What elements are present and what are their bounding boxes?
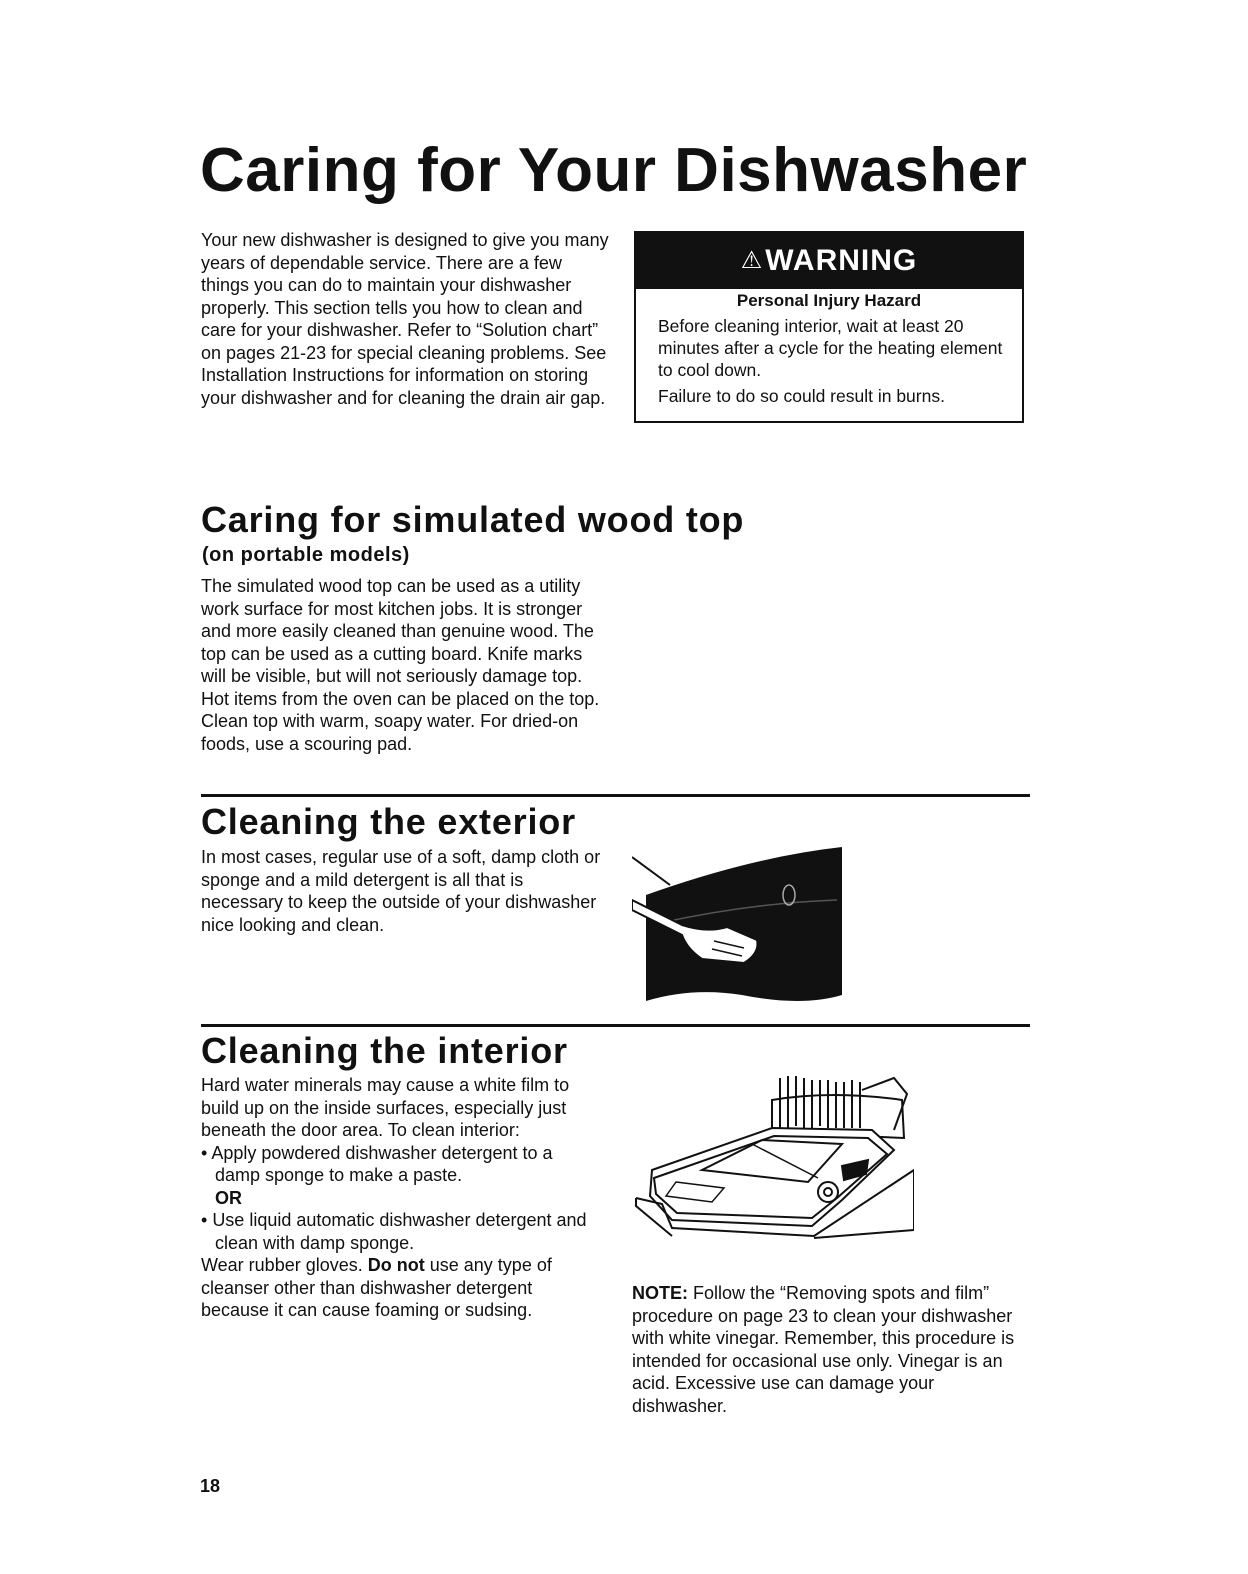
warning-triangle-icon: ⚠ (740, 247, 764, 274)
exterior-section-text: In most cases, regular use of a soft, damp cloth or sponge and a mild detergent is all that is necessary to keep the outside of your dishwasher nice looking and clean. (201, 847, 601, 935)
section-divider (201, 1024, 1030, 1027)
interior-bullet: • Apply powdered dishwasher detergent to a damp sponge to make a paste. (201, 1142, 553, 1185)
interior-bullet-text: Apply powdered dishwasher detergent to a damp sponge to make a paste. (211, 1142, 553, 1185)
do-not-emphasis: Do not (367, 1255, 425, 1275)
wood-section-text: The simulated wood top can be used as a utility work surface for most kitchen jobs. It is stronger and more easily cleaned than genuine wood. The top can be used as a cutting board. Knife marks will be visible, but will not seriously damage top. Hot items from the oven can be placed on the top. Clean top with warm, soapy water. For dried-on foods, use a scouring pad. (201, 576, 600, 754)
section-divider (201, 794, 1030, 797)
interior-bullet: • Use liquid automatic dishwasher detergent and clean with damp sponge. (201, 1210, 587, 1253)
warning-box (634, 231, 1024, 423)
intro-paragraph: Your new dishwasher is designed to give you many years of dependable service. There are a few things you can do to maintain your dishwasher properly. This section tells you how to clean and care for your dishwasher. Refer to “Solution chart” on pages 21-23 for special cleaning problems. See Installation Instructions for information on storing your dishwasher and for cleaning the drain air gap. (201, 230, 609, 408)
warning-label: WARNING (765, 244, 918, 277)
note-label: NOTE: (632, 1283, 688, 1303)
gloves-warning (201, 1254, 601, 1322)
page-title: Caring for Your Dishwasher (200, 136, 1028, 205)
note-paragraph (632, 1282, 1032, 1417)
warning-header (636, 233, 1022, 289)
interior-section-body (201, 1074, 601, 1322)
wood-section-heading: Caring for simulated wood top (201, 499, 745, 540)
note-text: Follow the “Removing spots and film” procedure on page 23 to clean your dishwasher with white vinegar. Remember, this procedure is intended for occasional use only. Vinegar is an acid. Excessive use can damage your dishwasher. (632, 1283, 1015, 1416)
wood-section-subheading: (on portable models) (202, 544, 410, 566)
exterior-section-heading: Cleaning the exterior (201, 801, 576, 842)
warning-text (658, 315, 1008, 407)
warning-consequence: Failure to do so could result in burns. (658, 386, 945, 406)
warning-subtitle: Personal Injury Hazard (736, 291, 922, 310)
gloves-text-end: use any type of cleanser other than dishwasher detergent because it can cause foaming or sudsing. (201, 1255, 552, 1320)
open-dishwasher-door-icon (632, 1070, 914, 1240)
gloves-text-start: Wear rubber gloves. (201, 1255, 363, 1275)
warning-instruction: Before cleaning interior, wait at least 20 minutes after a cycle for the heating element to cool down. (658, 316, 1003, 380)
page-number: 18 (200, 1476, 221, 1496)
interior-section-heading: Cleaning the interior (201, 1030, 568, 1071)
interior-bullet-text: Use liquid automatic dishwasher detergent and clean with damp sponge. (212, 1210, 587, 1253)
hand-wiping-dishwasher-door-icon (632, 845, 847, 1007)
interior-or: OR (215, 1187, 242, 1208)
interior-intro-text: Hard water minerals may cause a white film to build up on the inside surfaces, especially just beneath the door area. To clean interior: (201, 1075, 570, 1140)
